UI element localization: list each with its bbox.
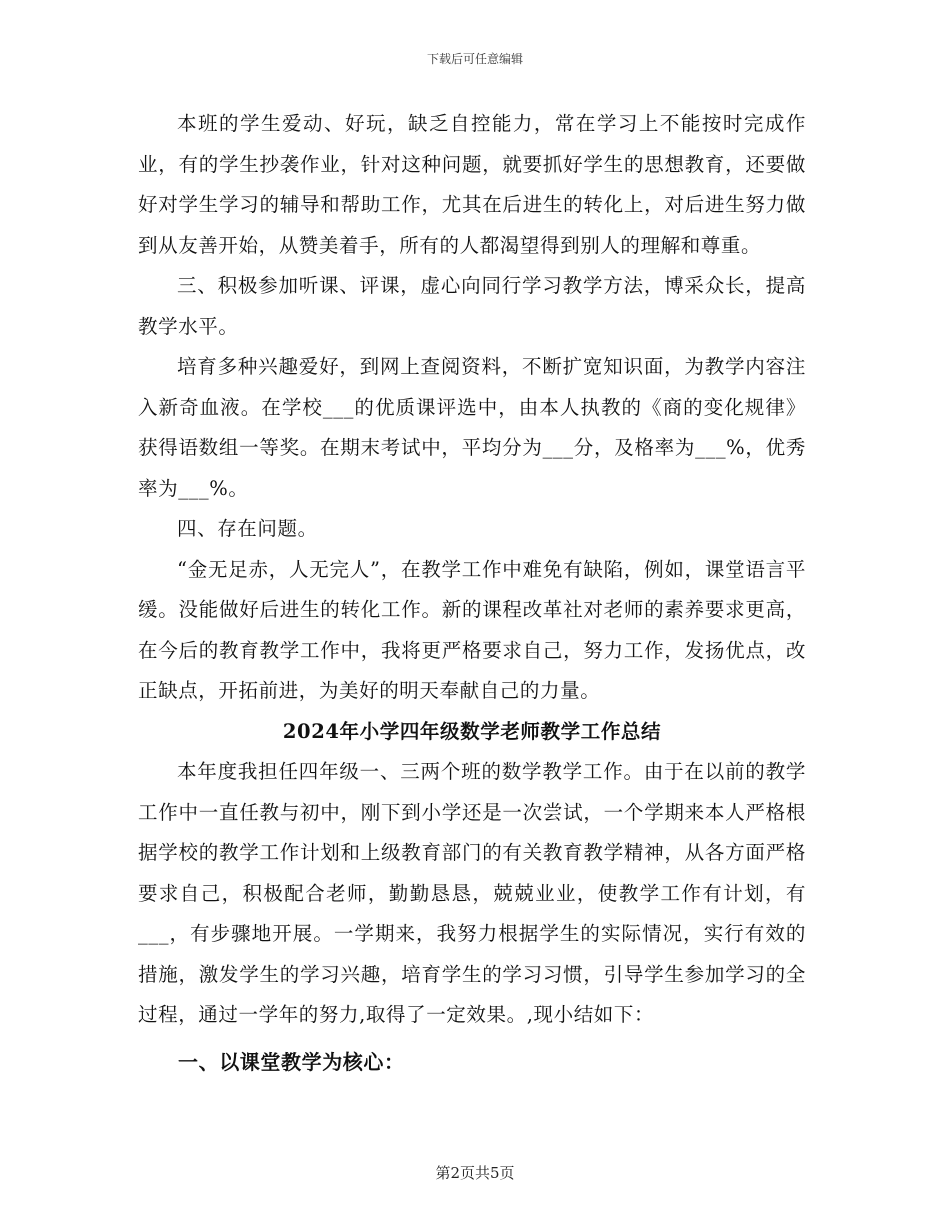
- page-header-note: 下载后可任意编辑: [426, 52, 523, 66]
- body-paragraph: 培育多种兴趣爱好，到网上查阅资料，不断扩宽知识面，为教学内容注入新奇血液。在学校___的优质课评选中，由本人执教的《商的变化规律》获得语数组一等奖。在期末考试中，平均分为___分，及格率为___%，优秀率为___%。: [138, 355, 806, 500]
- body-paragraph: 四、存在问题。: [177, 517, 318, 540]
- document-body: [138, 104, 806, 1082]
- body-paragraph: “金无足赤，人无完人”，在教学工作中难免有缺陷，例如，课堂语言平缓。没能做好后进生的转化工作。新的课程改革社对老师的素养要求更高，在今后的教育教学工作中，我将更严格要求自己，努力工作，发扬优点，改正缺点，开拓前进，为美好的明天奉献自己的力量。: [138, 557, 806, 702]
- section-title: 2024年小学四年级数学老师教学工作总结: [282, 719, 662, 743]
- body-paragraph: 本班的学生爱动、好玩，缺乏自控能力，常在学习上不能按时完成作业，有的学生抄袭作业，针对这种问题，就要抓好学生的思想教育，还要做好对学生学习的辅导和帮助工作，尤其在后进生的转化上，对后进生努力做到从友善开始，从赞美着手，所有的人都渴望得到别人的理解和尊重。: [138, 112, 806, 257]
- section-subheading: 一、以课堂教学为核心：: [178, 1049, 405, 1074]
- body-paragraph: 三、积极参加听课、评课，虚心向同行学习教学方法，博采众长，提高教学水平。: [138, 274, 806, 338]
- section-paragraph: 本年度我担任四年级一、三两个班的数学教学工作。由于在以前的教学工作中一直任教与初中，刚下到小学还是一次尝试，一个学期来本人严格根据学校的教学工作计划和上级教育部门的有关教育教学精神，从各方面严格要求自己，积极配合老师，勤勤恳恳，兢兢业业，使教学工作有计划，有___，有步骤地开展。一学期来，我努力根据学生的实际情况，实行有效的措施，激发学生的学习兴趣，培育学生的学习习惯，引导学生参加学习的全过程，通过一学年的努力,取得了一定效果。,现小结如下：: [138, 760, 806, 1026]
- page-number: 第2页共5页: [435, 1164, 515, 1182]
